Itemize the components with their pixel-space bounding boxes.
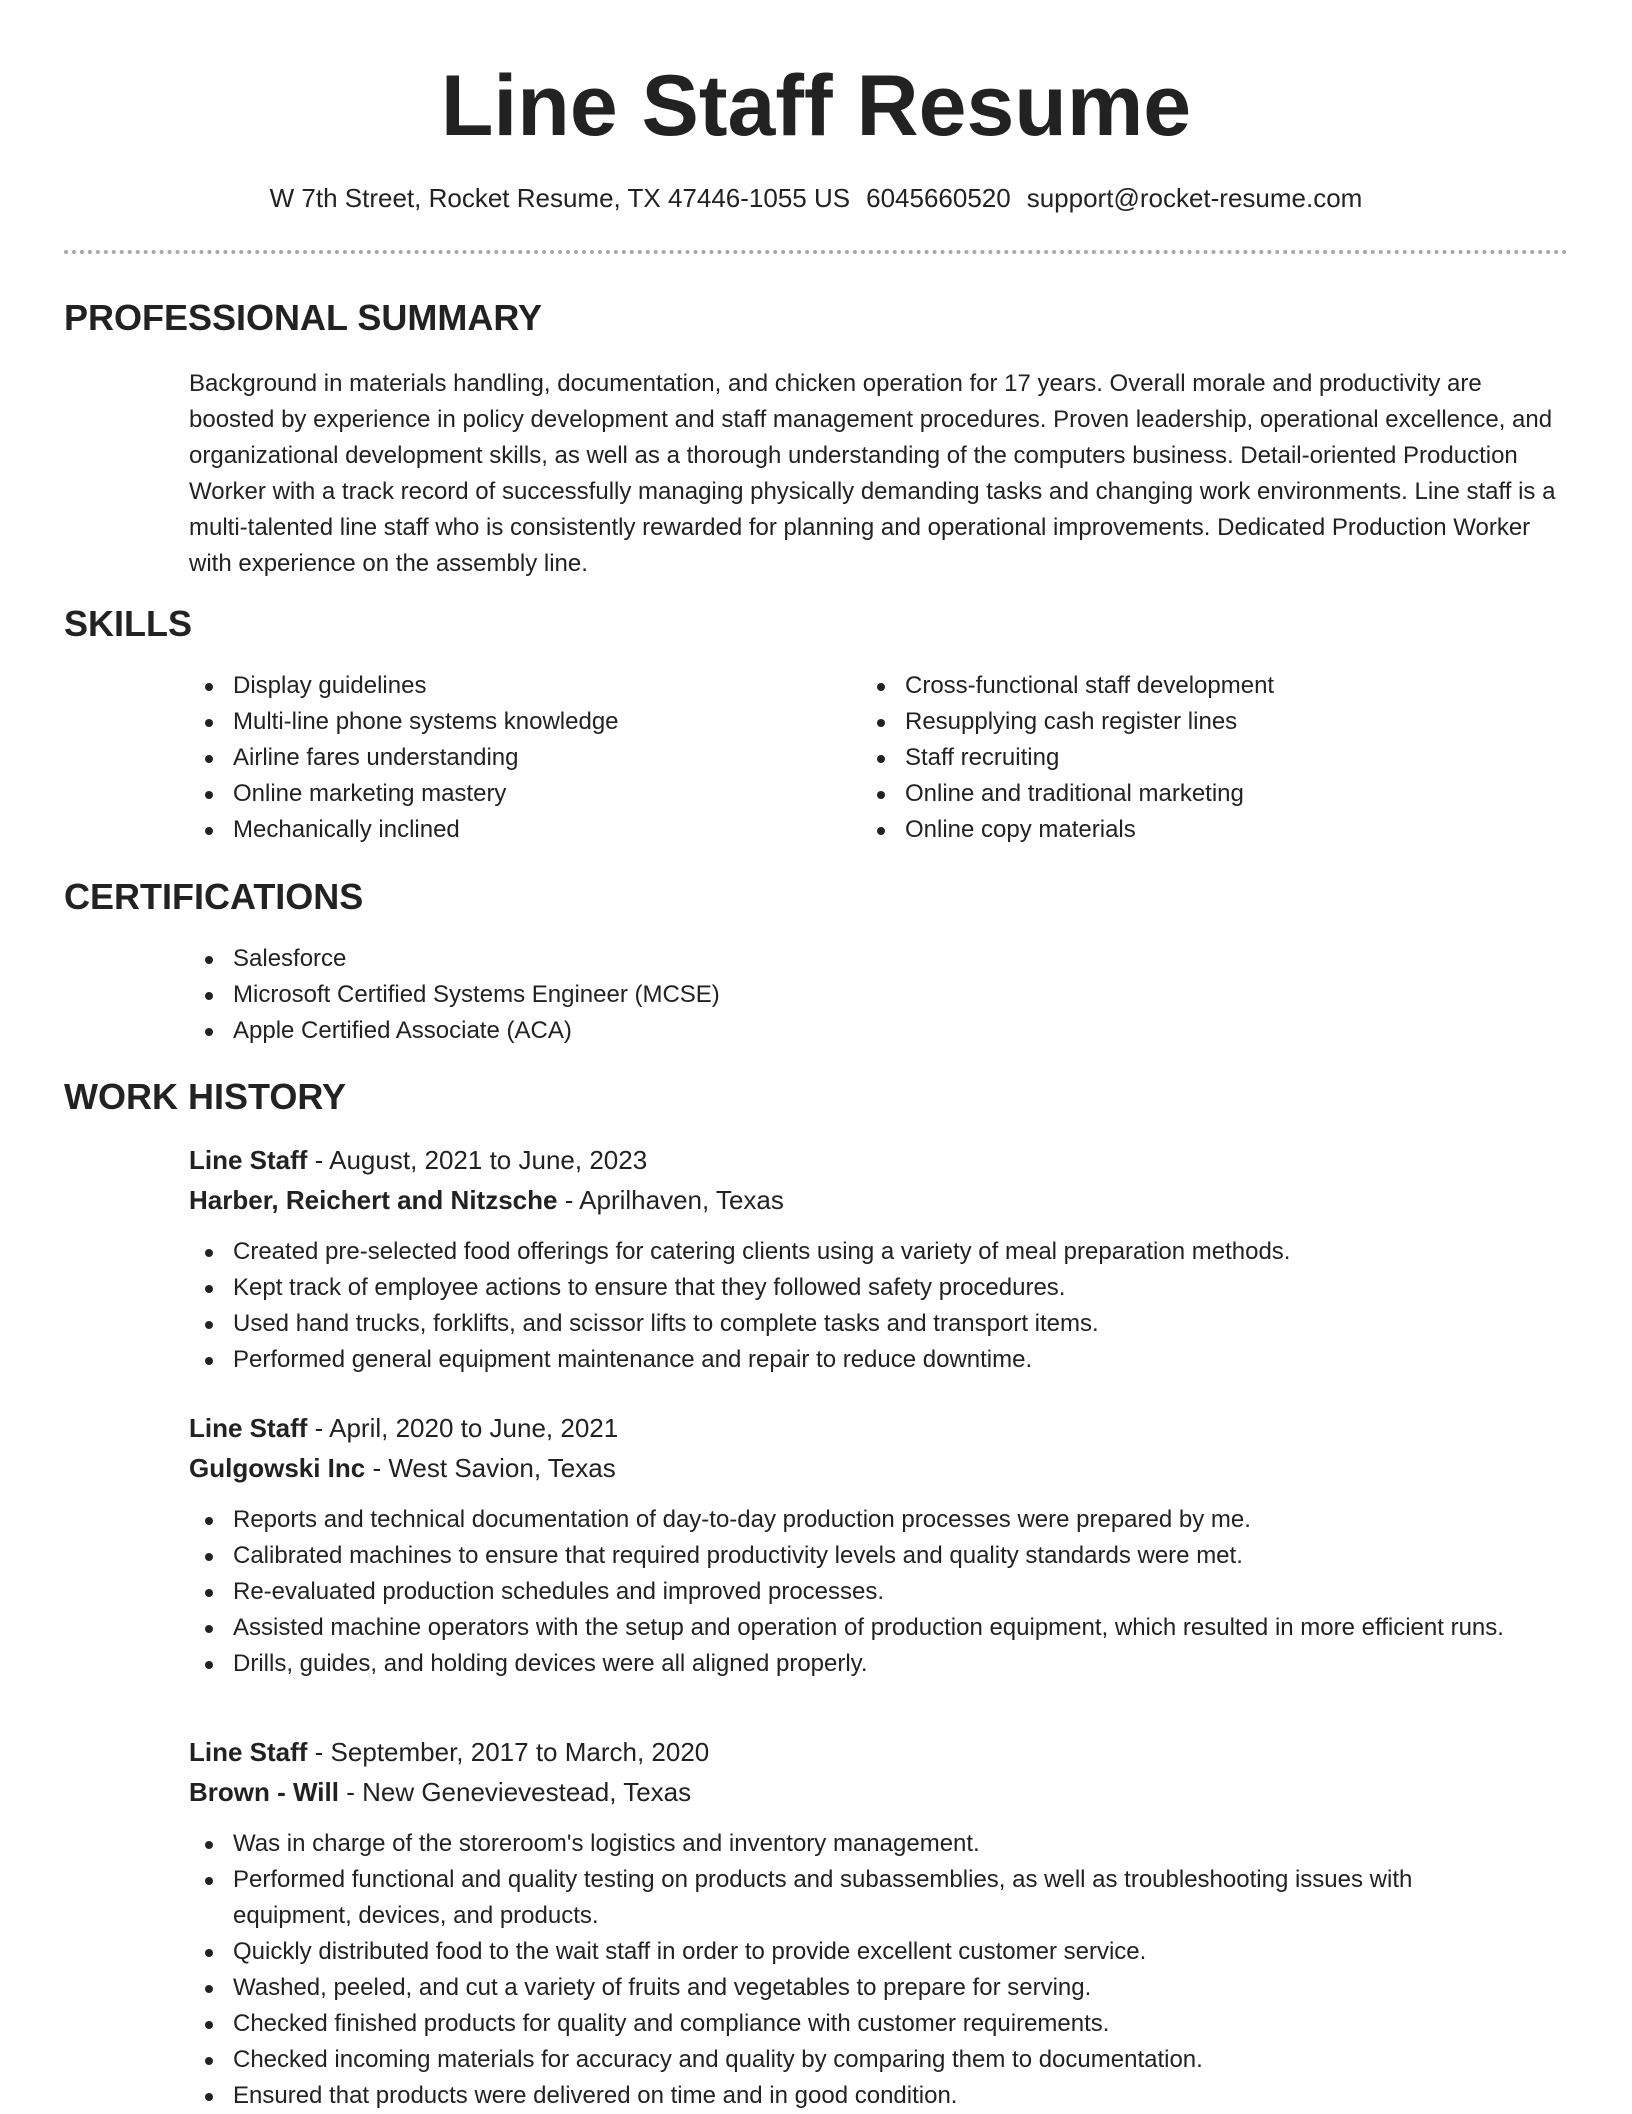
job-title: Line Staff [189, 1413, 308, 1443]
job-bullet-item: Quickly distributed food to the wait staff in order to provide excellent customer service. [189, 1934, 1489, 1970]
contact-address: W 7th Street, Rocket Resume, TX 47446-1055 US [269, 183, 851, 213]
job-bullet-item: Reports and technical documentation of day-to-day production processes were prepared by me. [189, 1502, 1579, 1538]
job-bullets [189, 1234, 1579, 1378]
contact-phone[interactable]: 6045660520 [866, 183, 1011, 213]
skills-list-left [189, 668, 829, 848]
job-bullet-item: Calibrated machines to ensure that required productivity levels and quality standards were met. [189, 1538, 1579, 1574]
job-bullet-item: Ensured that products were delivered on time and in good condition. [189, 2078, 1489, 2114]
skill-item: Airline fares understanding [189, 740, 829, 776]
skill-item: Mechanically inclined [189, 812, 829, 848]
skill-item: Online and traditional marketing [861, 776, 1541, 812]
job-company: Gulgowski Inc [189, 1453, 366, 1483]
certifications-list [189, 941, 1489, 1049]
skill-item: Staff recruiting [861, 740, 1541, 776]
section-heading-work-history: WORK HISTORY [64, 1076, 347, 1117]
certification-item: Salesforce [189, 941, 1489, 977]
job-title-line [189, 1409, 618, 1447]
job-bullet-item: Checked finished products for quality and compliance with customer requirements. [189, 2006, 1489, 2042]
skill-item: Resupplying cash register lines [861, 704, 1541, 740]
job-bullet-item: Washed, peeled, and cut a variety of fruits and vegetables to prepare for serving. [189, 1970, 1489, 2006]
job-title-line [189, 1733, 709, 1771]
job-company-line [189, 1449, 616, 1487]
job-bullet-item: Was in charge of the storeroom's logistics and inventory management. [189, 1826, 1489, 1862]
job-title-line [189, 1141, 647, 1179]
skill-item: Online copy materials [861, 812, 1541, 848]
section-heading-skills: SKILLS [64, 603, 193, 644]
job-dates: - April, 2020 to June, 2021 [307, 1413, 619, 1443]
job-bullet-item: Performed functional and quality testing on products and subassemblies, as well as troubleshooting issues with equipment, devices, and products. [189, 1862, 1489, 1934]
job-company: Harber, Reichert and Nitzsche [189, 1185, 558, 1215]
job-bullet-item: Checked incoming materials for accuracy and quality by comparing them to documentation. [189, 2042, 1489, 2078]
contact-line [0, 180, 1632, 216]
skill-item: Online marketing mastery [189, 776, 829, 812]
job-bullet-item: Kept track of employee actions to ensure that they followed safety procedures. [189, 1270, 1579, 1306]
certification-item: Microsoft Certified Systems Engineer (MCSE) [189, 977, 1489, 1013]
job-title: Line Staff [189, 1737, 308, 1767]
header-divider [64, 250, 1568, 254]
job-location: - Aprilhaven, Texas [557, 1185, 784, 1215]
certification-item: Apple Certified Associate (ACA) [189, 1013, 1489, 1049]
job-bullet-item: Assisted machine operators with the setup and operation of production equipment, which resulted in more efficient runs. [189, 1610, 1579, 1646]
job-company-line [189, 1181, 784, 1219]
skill-item: Multi-line phone systems knowledge [189, 704, 829, 740]
job-bullets [189, 1826, 1489, 2114]
job-bullet-item: Created pre-selected food offerings for catering clients using a variety of meal preparation methods. [189, 1234, 1579, 1270]
job-bullet-item: Re-evaluated production schedules and improved processes. [189, 1574, 1579, 1610]
job-title: Line Staff [189, 1145, 308, 1175]
job-bullet-item: Drills, guides, and holding devices were all aligned properly. [189, 1646, 1579, 1682]
job-location: - West Savion, Texas [365, 1453, 616, 1483]
job-company: Brown - Will [189, 1777, 339, 1807]
summary-text: Background in materials handling, documentation, and chicken operation for 17 years. Overall morale and productivity are boosted by experience in policy development and staff management procedures. Proven leadership, operational excellence, and organizational development skills, as well as a thorough understanding of the computers business. Detail-oriented Production Worker with a track record of successfully managing physically demanding tasks and changing work environments. Line staff is a multi-talented line staff who is consistently rewarded for planning and operational improvements. Dedicated Production Worker with experience on the assembly line. [189, 370, 1556, 577]
job-company-line [189, 1773, 691, 1811]
section-heading-summary: PROFESSIONAL SUMMARY [64, 297, 543, 338]
contact-email[interactable]: support@rocket-resume.com [1026, 183, 1363, 213]
job-dates: - August, 2021 to June, 2023 [307, 1145, 648, 1175]
skills-list-right [861, 668, 1541, 848]
job-bullet-item: Performed general equipment maintenance and repair to reduce downtime. [189, 1342, 1579, 1378]
job-bullet-item: Used hand trucks, forklifts, and scissor lifts to complete tasks and transport items. [189, 1306, 1579, 1342]
skill-item: Cross-functional staff development [861, 668, 1541, 704]
section-heading-certifications: CERTIFICATIONS [64, 876, 364, 917]
skill-item: Display guidelines [189, 668, 829, 704]
job-dates: - September, 2017 to March, 2020 [307, 1737, 710, 1767]
job-location: - New Genevievestead, Texas [338, 1777, 692, 1807]
resume-title: Line Staff Resume [440, 58, 1192, 154]
job-bullets [189, 1502, 1579, 1682]
